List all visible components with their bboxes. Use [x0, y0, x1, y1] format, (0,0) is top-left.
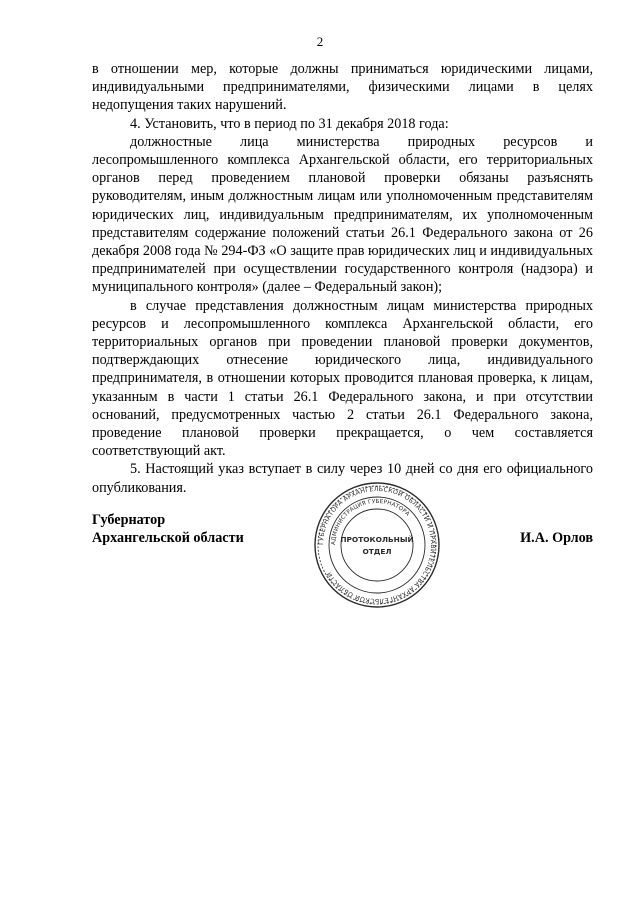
paragraph-inspection-termination: в случае представления должностным лицам министерства природных ресурсов и лесопромышленного комплекса Архангельской области, его территориальных органов при проведении плановой проверки документов, подтверждающих отнесение юридического лица, индивидуального предпринимателя, в отношении которых проводится плановая проверка, к лицам, указанным в части 1 статьи 26.1 Федерального закона, и при отсутствии оснований, предусмотренных частью 2 статьи 26.1 Федерального закона, проведение плановой проверки прекращается, о чем составляется соответствующий акт.: [92, 297, 593, 460]
stamp-middle-ring: [329, 497, 425, 593]
stamp-outer-text: ГУБЕРНАТОРА АРХАНГЕЛЬСКОЙ ОБЛАСТИ И ПРАВИТЕЛЬСТВА АРХАНГЕЛЬСКОЙ ОБЛАСТИ: [317, 485, 437, 605]
page-number: 2: [316, 34, 324, 49]
stamp-inner-text: АДМИНИСТРАЦИЯ ГУБЕРНАТОРА: [330, 498, 411, 546]
signatory-name: И.А. Орлов: [520, 530, 593, 546]
paragraph-continuation: в отношении мер, которые должны приниматься юридическими лицами, индивидуальными предпринимателями, физическими лицами в целях недопущения таких нарушений.: [92, 61, 593, 114]
paragraph-item-5: 5. Настоящий указ вступает в силу через 10 дней со дня его официального опубликования.: [92, 461, 593, 496]
stamp-inner-ring: [341, 509, 413, 581]
signatory-title: [92, 511, 244, 547]
stamp-center-line2: ОТДЕЛ: [362, 547, 392, 556]
signatory-title-line1: Губернатор: [92, 512, 166, 528]
paragraph-item-4: 4. Установить, что в период по 31 декабря 2018 года:: [130, 115, 449, 132]
stamp-center-line1: ПРОТОКОЛЬНЫЙ: [340, 535, 414, 544]
document-body: [92, 60, 593, 497]
official-stamp: [312, 480, 442, 610]
paragraph-officials-duty: должностные лица министерства природных ресурсов и лесопромышленного комплекса Архангельской области, его территориальных органов перед проведением плановой проверки обязаны разъяснять руководителям, иным должностным лицам или уполномоченным представителям юридических лиц, индивидуальным предпринимателям, их уполномоченным представителям содержание положений статьи 26.1 Федерального закона от 26 декабря 2008 года № 294-ФЗ «О защите прав юридических лиц и индивидуальных предпринимателей при осуществлении государственного контроля (надзора) и муниципального контроля» (далее – Федеральный закон);: [92, 133, 593, 296]
signatory-title-line2: Архангельской области: [92, 530, 244, 546]
